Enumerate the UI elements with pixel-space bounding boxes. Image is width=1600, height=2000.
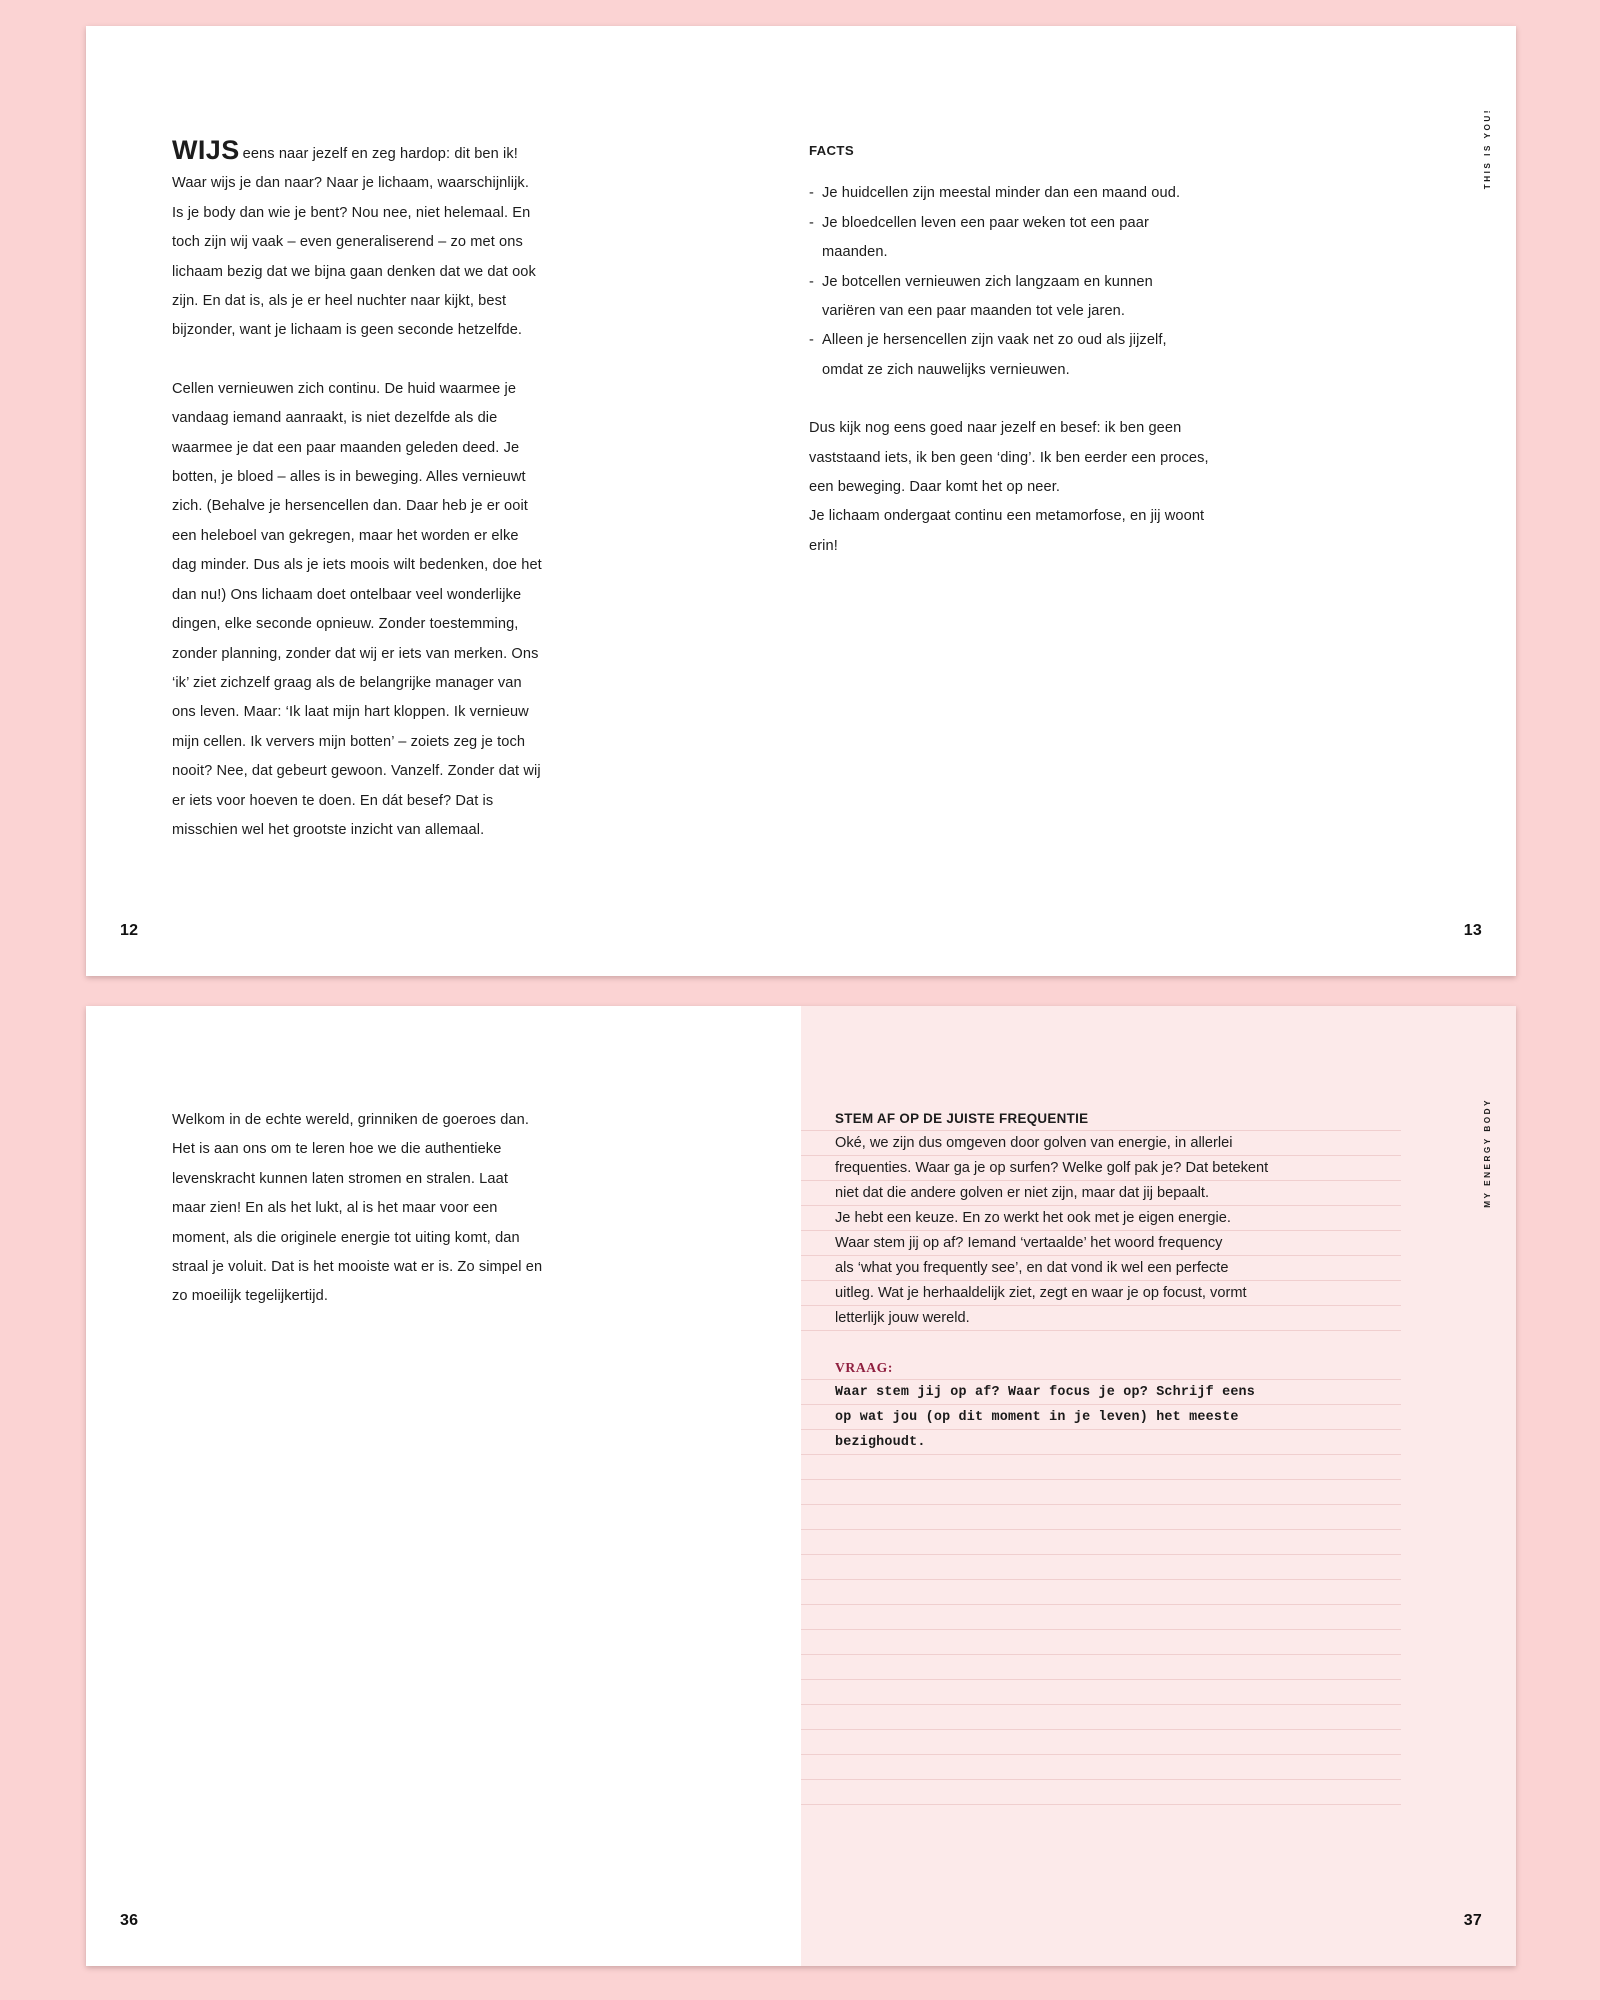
question-label: VRAAG: bbox=[835, 1360, 893, 1375]
fact-text: Je huidcellen zijn meestal minder dan een maand oud. bbox=[822, 185, 1181, 202]
worksheet-text-row bbox=[801, 1231, 1401, 1256]
opening-paragraph-text: eens naar jezelf en zeg hardop: dit ben ik! Waar wijs je dan naar? Naar je lichaam, waarschijnlijk. Is je body dan wie je bent? Nou nee, niet helemaal. En toch zijn wij vaak – even generaliserend – zo met ons lichaam bezig dat we bijna gaan denken dat we dat ook zijn. En dat is, als je er heel nuchter naar kijkt, best bijzonder, want je lichaam is geen seconde hetzelfde. bbox=[172, 146, 536, 339]
fact-item bbox=[809, 179, 1209, 208]
fact-item bbox=[809, 209, 1209, 268]
facts-heading: FACTS bbox=[809, 143, 854, 158]
section-line: letterlijk jouw wereld. bbox=[835, 1310, 970, 1326]
worksheet-blank-row[interactable] bbox=[801, 1655, 1401, 1680]
page-36-paragraph: Welkom in de echte wereld, grinniken de goeroes dan. Het is aan ons om te leren hoe we die authentieke levenskracht kunnen laten stromen en stralen. Laat maar zien! En als het lukt, al is het maar voor een moment, als die originele energie tot uiting komt, dan straal je voluit. Dat is het mooiste wat er is. Zo simpel en zo moeilijk tegelijkertijd. bbox=[172, 1112, 543, 1305]
page-13 bbox=[801, 26, 1516, 976]
folio-36: 36 bbox=[120, 1912, 139, 1929]
opening-paragraph bbox=[172, 136, 544, 346]
worksheet-answer-row[interactable] bbox=[801, 1405, 1401, 1430]
worksheet-blank-row[interactable] bbox=[801, 1505, 1401, 1530]
section-heading: STEM AF OP DE JUISTE FREQUENTIE bbox=[835, 1111, 1089, 1126]
facts-list bbox=[809, 179, 1209, 385]
worksheet-text-row bbox=[801, 1156, 1401, 1181]
worksheet-blank-row[interactable] bbox=[801, 1580, 1401, 1605]
page-13-body bbox=[809, 136, 1209, 561]
worksheet-blank-row[interactable] bbox=[801, 1530, 1401, 1555]
worksheet-text-row bbox=[801, 1181, 1401, 1206]
second-paragraph: Cellen vernieuwen zich continu. De huid waarmee je vandaag iemand aanraakt, is niet dezelfde als die waarmee je dat een paar maanden geleden deed. Je botten, je bloed – alles is in beweging. Alles vernieuwt zich. (Behalve je hersencellen dan. Daar heb je er ooit een heleboel van gekregen, maar het worden er elke dag minder. Dus als je iets moois wilt bedenken, doe het dan nu!) Ons lichaam doet ontelbaar veel wonderlijke dingen, elke seconde opnieuw. Zonder toestemming, zonder planning, zonder dat wij er iets van merken. Ons ‘ik’ ziet zichzelf graag als de belangrijke manager van ons leven. Maar: ‘Ik laat mijn hart kloppen. Ik vernieuw mijn cellen. Ik ververs mijn botten’ – zoiets zeg je toch nooit? Nee, dat gebeurt gewoon. Vanzelf. Zonder dat wij er iets voor hoeven te doen. En dát besef? Dat is misschien wel het grootste inzicht van allemaal. bbox=[172, 380, 542, 838]
worksheet-blank-row[interactable] bbox=[801, 1780, 1401, 1805]
worksheet-text-row bbox=[801, 1281, 1401, 1306]
worksheet-ruled-sheet bbox=[801, 1106, 1401, 1805]
worksheet-answer-row[interactable] bbox=[801, 1430, 1401, 1455]
section-line: Waar stem jij op af? Iemand ‘vertaalde’ het woord frequency bbox=[835, 1235, 1223, 1251]
worksheet-blank-row[interactable] bbox=[801, 1630, 1401, 1655]
worksheet-blank-row[interactable] bbox=[801, 1555, 1401, 1580]
fact-text: Je bloedcellen leven een paar weken tot een paar maanden. bbox=[822, 214, 1149, 261]
page-36-body bbox=[172, 1106, 544, 1312]
section-line: Oké, we zijn dus omgeven door golven van energie, in allerlei bbox=[835, 1135, 1233, 1151]
dropcap-wijs: WIJS bbox=[172, 135, 240, 165]
bullet-dash-icon: - bbox=[809, 273, 814, 290]
page-12 bbox=[86, 26, 801, 976]
fact-text: Alleen je hersencellen zijn vaak net zo oud als jijzelf, omdat ze zich nauwelijks vernieuwen. bbox=[822, 332, 1167, 378]
page-36 bbox=[86, 1006, 801, 1966]
closing-line: Je lichaam ondergaat continu een metamorfose, en jij woont erin! bbox=[809, 508, 1205, 554]
worksheet-blank-row[interactable] bbox=[801, 1680, 1401, 1705]
section-line: niet dat die andere golven er niet zijn, maar dat jij bepaalt. bbox=[835, 1185, 1209, 1201]
facts-spacer bbox=[809, 385, 1209, 414]
worksheet-text-row bbox=[801, 1256, 1401, 1281]
answer-line: op wat jou (op dit moment in je leven) het meeste bbox=[835, 1410, 1239, 1425]
fact-item bbox=[809, 326, 1209, 385]
bullet-dash-icon: - bbox=[809, 332, 814, 349]
worksheet-text-row bbox=[801, 1131, 1401, 1156]
worksheet-text-row bbox=[801, 1206, 1401, 1231]
side-label-my-energy-body: MY ENERGY BODY bbox=[1483, 1098, 1492, 1208]
folio-37: 37 bbox=[1463, 1912, 1482, 1929]
worksheet-blank-row[interactable] bbox=[801, 1730, 1401, 1755]
fact-text: Je botcellen vernieuwen zich langzaam en kunnen variëren van een paar maanden tot vele jaren. bbox=[822, 273, 1153, 320]
bullet-dash-icon: - bbox=[809, 185, 814, 202]
worksheet-blank-row[interactable] bbox=[801, 1455, 1401, 1480]
section-line: als ‘what you frequently see’, en dat vond ik wel een perfecte bbox=[835, 1260, 1229, 1276]
answer-line: bezighoudt. bbox=[835, 1435, 926, 1450]
answer-line: Waar stem jij op af? Waar focus je op? Schrijf eens bbox=[835, 1385, 1256, 1400]
worksheet-answer-row[interactable] bbox=[801, 1380, 1401, 1405]
worksheet-blank-row[interactable] bbox=[801, 1605, 1401, 1630]
side-label-this-is-you: THIS IS YOU! bbox=[1483, 108, 1492, 190]
worksheet-question-row bbox=[801, 1355, 1401, 1380]
worksheet-blank-row[interactable] bbox=[801, 1755, 1401, 1780]
closing-paragraph: Dus kijk nog eens goed naar jezelf en besef: ik ben geen vaststaand iets, ik ben geen ‘ding’. Ik ben eerder een proces, een beweging. Daar komt het op neer. bbox=[809, 420, 1209, 496]
spread-pages-36-37 bbox=[86, 1006, 1516, 1966]
page-12-body bbox=[172, 136, 544, 874]
section-line: frequenties. Waar ga je op surfen? Welke golf pak je? Dat betekent bbox=[835, 1160, 1269, 1176]
worksheet-heading-row bbox=[801, 1106, 1401, 1131]
section-line: uitleg. Wat je herhaaldelijk ziet, zegt en waar je op focust, vormt bbox=[835, 1285, 1247, 1301]
folio-12: 12 bbox=[120, 922, 139, 939]
folio-13: 13 bbox=[1463, 922, 1482, 939]
page-37 bbox=[801, 1006, 1516, 1966]
fact-item bbox=[809, 268, 1209, 327]
worksheet-blank-row[interactable] bbox=[801, 1705, 1401, 1730]
worksheet-gap-row bbox=[801, 1331, 1401, 1355]
spread-pages-12-13 bbox=[86, 26, 1516, 976]
bullet-dash-icon: - bbox=[809, 214, 814, 231]
worksheet-blank-row[interactable] bbox=[801, 1480, 1401, 1505]
section-line: Je hebt een keuze. En zo werkt het ook met je eigen energie. bbox=[835, 1210, 1231, 1226]
worksheet-text-row bbox=[801, 1306, 1401, 1331]
